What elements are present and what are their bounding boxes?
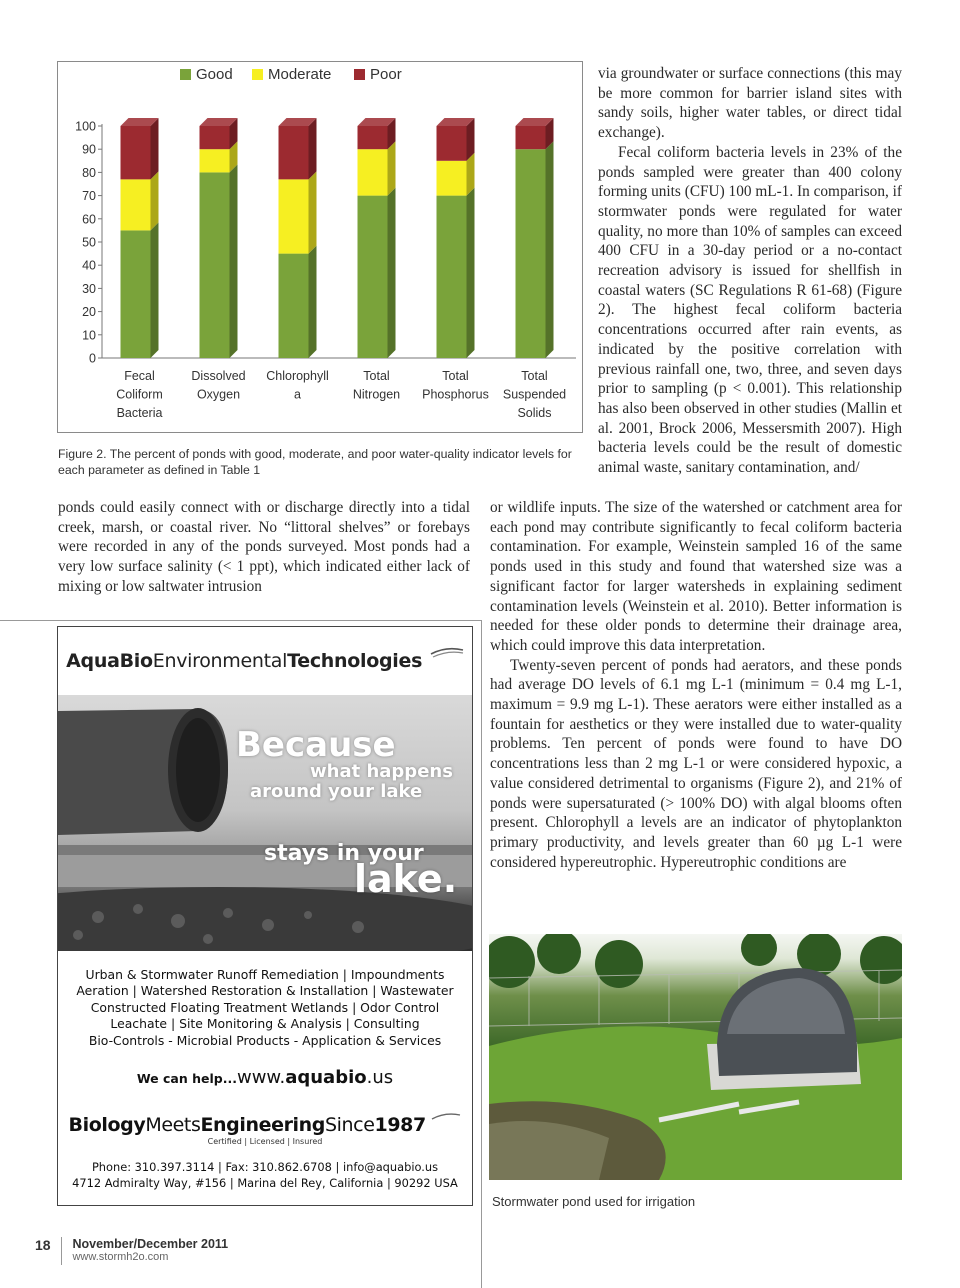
bar-side-good [151, 222, 159, 358]
ad-url-part: aquabio [285, 1067, 367, 1088]
photo-caption: Stormwater pond used for irrigation [492, 1194, 696, 1209]
x-category-label: Fecal [124, 369, 155, 383]
page-number: 18 [35, 1237, 51, 1253]
bar-segment-good [437, 196, 467, 358]
article-paragraph: Fecal coliform bacteria levels in 23% of the ponds sampled were greater than 400 colony forming units (CFU) 100 mL-1. In comparison, if stormwater ponds were regulated for water quality, no more than 10% of samples can exceed 400 CFU in a 30-day period or a no-contact recreation advisory is issued for shellfish in coastal waters (SC Regulations R 61-68) (Figure 2). The highest fecal coliform bacteria concentrations occurred after rain events, as indicated by the positive correlation with previous rainfall one, two, three, and seven days prior to sampling (p < 0.001). This relationship has also been observed in other studies (Mallin et al. 2001, Brock 2006, Messersmith 2007). High bacteria levels could be the result of domestic animal waste, sanitary contamination, and/ [598, 143, 902, 477]
legend-swatch-poor [354, 69, 365, 80]
x-category-label: Suspended [502, 387, 567, 402]
stormwater-pond-photo [489, 934, 902, 1180]
x-category-label: Coliform [116, 387, 163, 402]
bar-segment-moderate [437, 161, 467, 196]
footer-divider [61, 1237, 62, 1265]
ad-services-list [68, 967, 462, 1049]
ad-headline: stays in your [264, 841, 424, 866]
y-tick-label: 10 [82, 328, 96, 343]
tagline-part: 1987 [374, 1114, 426, 1136]
brand-part: Environmental [152, 650, 288, 672]
x-category-label: Total [363, 369, 390, 383]
bar-side-good [230, 164, 238, 358]
article-right-column-middle [490, 498, 902, 872]
bar-side-moderate [388, 141, 396, 195]
bar-segment-good [358, 196, 388, 358]
ad-lake-photo [58, 695, 472, 951]
ad-headline: what happens [310, 761, 453, 782]
legend-swatch-moderate [252, 69, 263, 80]
article-left-paragraph [58, 498, 470, 597]
x-category-label: Solids [517, 406, 552, 420]
y-tick-label: 20 [82, 305, 96, 320]
article-paragraph: or wildlife inputs. The size of the watershed or catchment area for each pond may contribute significantly to fecal coliform bacteria contamination. For example, Weinstein sampled 16 of the same ponds used in this study and found that watershed size was a significant factor for larger watersheds in explaining sediment contamination levels (Weinstein et al. 2010). Better information is needed for these older ponds to determine their drainage area, which could improve this data interpretation. [490, 499, 902, 654]
ad-contact-line: Phone: 310.397.3114 | Fax: 310.862.6708 | info@aquabio.us [91, 1160, 439, 1174]
bar-segment-poor [516, 126, 546, 149]
bar-segment-moderate [200, 149, 230, 172]
bar-side-good [309, 246, 317, 358]
ad-certification: Certified | Licensed | Insured [207, 1137, 323, 1146]
y-tick-label: 100 [75, 119, 96, 134]
issue-date: November/December 2011 [72, 1237, 229, 1251]
legend-label-good: Good [196, 66, 233, 83]
x-category-label: Dissolved [191, 369, 246, 383]
brand-part: AquaBio [66, 650, 153, 672]
x-category-label: Oxygen [196, 387, 241, 402]
tagline-part: Meets [145, 1114, 201, 1136]
section-divider [0, 620, 482, 621]
tagline-part: Engineering [200, 1114, 325, 1136]
ad-contact-line: 4712 Admiralty Way, #156 | Marina del Rey, California | 90292 USA [72, 1176, 458, 1190]
y-tick-label: 60 [82, 212, 96, 227]
bar-segment-good [279, 254, 309, 358]
ad-website-link[interactable] [58, 1067, 472, 1088]
x-category-label: a [294, 387, 301, 402]
bar-segment-poor [358, 126, 388, 149]
ad-headline: around your lake [250, 781, 423, 802]
stacked-bar-chart [58, 62, 582, 432]
tagline-part: Since [325, 1114, 375, 1136]
bar-side-moderate [151, 171, 159, 230]
bar-side-moderate [309, 171, 317, 253]
pond-scene-graphic [489, 934, 902, 1180]
bar-side-poor [151, 118, 159, 179]
ad-help-text: We can help... [136, 1071, 237, 1086]
bar-side-good [467, 188, 475, 358]
swoosh-icon [430, 645, 464, 659]
y-tick-label: 90 [82, 142, 96, 157]
bar-side-good [388, 188, 396, 358]
ad-headline-lake: lake. [354, 857, 458, 901]
x-category-label: Phosphorus [422, 387, 489, 402]
ad-service-line: Leachate | Site Monitoring & Analysis | Consulting [110, 1016, 420, 1032]
article-paragraph: ponds could easily connect with or discharge directly into a tidal creek, marsh, or coastal river. No “littoral shelves” or forebays were recorded in any of the ponds surveyed. Most ponds had a very low surface salinity (< 1 ppt), which indicated either lack of mixing or low saltwater intrusion [58, 499, 470, 595]
article-right-column-top [598, 64, 902, 478]
ad-service-line: Aeration | Watershed Restoration & Installation | Wastewater [76, 983, 454, 999]
x-category-label: Total [521, 369, 548, 383]
swoosh-icon [431, 1111, 461, 1123]
bar-segment-good [121, 230, 151, 358]
legend-label-moderate: Moderate [268, 66, 332, 83]
ad-url-part: www. [236, 1067, 286, 1088]
x-category-label: Bacteria [116, 406, 163, 420]
legend-label-poor: Poor [370, 66, 402, 83]
y-tick-label: 30 [82, 281, 96, 296]
aquabio-advertisement[interactable] [57, 626, 473, 1206]
bar-segment-good [200, 172, 230, 358]
column-divider [481, 620, 482, 1288]
y-tick-label: 70 [82, 189, 96, 204]
bar-segment-poor [200, 126, 230, 149]
y-tick-label: 50 [82, 235, 96, 250]
page-footer [35, 1237, 228, 1265]
figure-caption: Figure 2. The percent of ponds with good, moderate, and poor water-quality indicator levels for each parameter as defined in Table 1 [58, 447, 572, 477]
bar-segment-poor [121, 126, 151, 179]
bar-segment-poor [437, 126, 467, 161]
ad-service-line: Urban & Stormwater Runoff Remediation | Impoundments [85, 967, 445, 982]
ad-url-part: .us [366, 1067, 394, 1088]
x-category-label: Nitrogen [352, 387, 401, 402]
bar-segment-poor [279, 126, 309, 179]
brand-part: Technologies [287, 650, 423, 672]
bar-side-poor [309, 118, 317, 179]
article-paragraph: via groundwater or surface connections (this may be more common for barrier island sites with sandy soils, higher water tables, or direct tidal exchange). [598, 65, 902, 142]
website-link[interactable]: www.stormh2o.com [72, 1251, 169, 1263]
x-category-label: Total [442, 369, 469, 383]
article-paragraph: Twenty-seven percent of ponds had aerators, and these ponds had average DO levels of 6.1 mg L-1 (minimum = 0.4 mg L-1, maximum = 9.9 mg L-1). These aerators were either installed as a fountain for aesthetics or they were installed due to water-quality problems. Ten percent of ponds were found to have DO concentrations less than 2 mg L-1 or were considered hypoxic, a value considered detrimental to organisms (Figure 2), and 21% of ponds were supersaturated (> 100% DO) with algal blooms often present. Chlorophyll a levels are an indicator of phytoplankton primary productivity, and levels greater than 60 µg L-1 were considered hypereutrophic. Hypereutrophic conditions are [490, 656, 902, 871]
ad-service-line: Bio-Controls - Microbial Products - Application & Services [88, 1032, 442, 1048]
bar-segment-good [516, 149, 546, 358]
figure-2-chart [57, 61, 583, 433]
x-category-label: Chlorophyll [266, 369, 329, 383]
y-tick-label: 80 [82, 165, 96, 180]
ad-contact-info [58, 1159, 472, 1191]
y-tick-label: 40 [82, 258, 96, 273]
ad-headline-because: Because [236, 725, 396, 765]
legend-swatch-good [180, 69, 191, 80]
bar-side-good [546, 141, 554, 358]
ad-brand-logo [58, 627, 472, 695]
tagline-part: Biology [68, 1114, 146, 1136]
y-tick-label: 0 [89, 351, 96, 366]
ad-tagline [58, 1111, 472, 1136]
bar-segment-moderate [121, 179, 151, 230]
bar-segment-moderate [279, 179, 309, 253]
bar-segment-moderate [358, 149, 388, 195]
ad-service-line: Constructed Floating Treatment Wetlands | Odor Control [90, 999, 440, 1015]
